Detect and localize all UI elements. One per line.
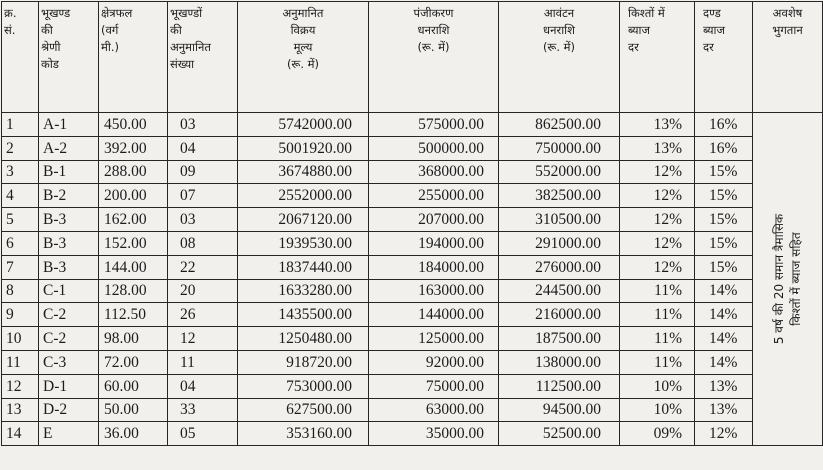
allotment-amount-cell: 112500.00 <box>499 374 620 398</box>
allotment-amount-cell: 187500.00 <box>499 327 620 351</box>
area-cell: 112.50 <box>99 303 168 327</box>
category-cell: E <box>39 422 99 446</box>
category-cell: C-2 <box>39 303 99 327</box>
penalty-rate-cell: 15% <box>695 231 753 255</box>
header-registration-amount <box>369 2 499 113</box>
table-row <box>2 422 823 446</box>
registration-amount-cell: 207000.00 <box>369 208 499 232</box>
category-cell: C-1 <box>39 279 99 303</box>
estimated-price-cell: 1939530.00 <box>238 231 369 255</box>
penalty-rate-cell: 12% <box>695 422 753 446</box>
installment-rate-cell: 12% <box>620 184 695 208</box>
header-line: विक्रय <box>290 23 316 37</box>
serial-no-cell: 9 <box>2 303 39 327</box>
header-line: क्षेत्रफल <box>101 6 133 20</box>
serial-no-cell: 14 <box>2 422 39 446</box>
header-line: पंजीकरण <box>413 6 454 20</box>
category-cell: C-2 <box>39 327 99 351</box>
plot-count-cell: 04 <box>168 136 238 160</box>
plot-count-cell: 26 <box>168 303 238 327</box>
header-line: किश्तों में <box>628 6 665 20</box>
serial-no-cell: 6 <box>2 231 39 255</box>
estimated-price-cell: 2067120.00 <box>238 208 369 232</box>
installment-rate-cell: 12% <box>620 160 695 184</box>
installment-rate-cell: 13% <box>620 136 695 160</box>
allotment-amount-cell: 52500.00 <box>499 422 620 446</box>
plot-count-cell: 09 <box>168 160 238 184</box>
area-cell: 50.00 <box>99 398 168 422</box>
installment-rate-cell: 10% <box>620 374 695 398</box>
estimated-price-cell: 1837440.00 <box>238 255 369 279</box>
installment-rate-cell: 12% <box>620 208 695 232</box>
serial-no-cell: 2 <box>2 136 39 160</box>
serial-no-cell: 5 <box>2 208 39 232</box>
area-cell: 152.00 <box>99 231 168 255</box>
category-cell: D-2 <box>39 398 99 422</box>
header-line: भूखण्ड <box>41 6 71 20</box>
table-row <box>2 160 823 184</box>
category-cell: A-1 <box>39 113 99 137</box>
registration-amount-cell: 92000.00 <box>369 350 499 374</box>
plot-count-cell: 08 <box>168 231 238 255</box>
area-cell: 98.00 <box>99 327 168 351</box>
area-cell: 60.00 <box>99 374 168 398</box>
header-line: कोड <box>41 57 59 71</box>
penalty-rate-cell: 16% <box>695 113 753 137</box>
installment-rate-cell: 11% <box>620 303 695 327</box>
plot-schedule-table <box>1 1 823 446</box>
area-cell: 450.00 <box>99 113 168 137</box>
header-line: संख्या <box>170 57 195 71</box>
penalty-rate-cell: 14% <box>695 350 753 374</box>
header-line: दर <box>628 40 639 54</box>
table-row <box>2 184 823 208</box>
header-balance-payment <box>753 2 823 113</box>
plot-count-cell: 22 <box>168 255 238 279</box>
category-cell: B-3 <box>39 231 99 255</box>
header-line: अवशेष <box>772 6 803 20</box>
header-installment-interest <box>620 2 695 113</box>
serial-no-cell: 3 <box>2 160 39 184</box>
estimated-price-cell: 918720.00 <box>238 350 369 374</box>
header-line: अनुमानित <box>282 6 324 20</box>
header-line: क्र. <box>4 6 17 20</box>
serial-no-cell: 11 <box>2 350 39 374</box>
registration-amount-cell: 255000.00 <box>369 184 499 208</box>
header-line: ब्याज <box>628 23 651 37</box>
header-line: दर <box>703 40 714 54</box>
estimated-price-cell: 753000.00 <box>238 374 369 398</box>
allotment-amount-cell: 291000.00 <box>499 231 620 255</box>
installment-rate-cell: 09% <box>620 422 695 446</box>
table-row <box>2 113 823 137</box>
registration-amount-cell: 575000.00 <box>369 113 499 137</box>
allotment-amount-cell: 276000.00 <box>499 255 620 279</box>
serial-no-cell: 8 <box>2 279 39 303</box>
table-row <box>2 231 823 255</box>
penalty-rate-cell: 14% <box>695 303 753 327</box>
table-row <box>2 327 823 351</box>
header-line: भुगतान <box>772 23 803 37</box>
header-line: (वर्ग <box>101 23 119 37</box>
table-header <box>2 2 823 113</box>
category-cell: C-3 <box>39 350 99 374</box>
estimated-price-cell: 1435500.00 <box>238 303 369 327</box>
serial-no-cell: 10 <box>2 327 39 351</box>
table-row <box>2 208 823 232</box>
plot-count-cell: 12 <box>168 327 238 351</box>
installment-rate-cell: 10% <box>620 398 695 422</box>
allotment-amount-cell: 216000.00 <box>499 303 620 327</box>
area-cell: 128.00 <box>99 279 168 303</box>
header-line: की <box>170 23 182 37</box>
penalty-rate-cell: 15% <box>695 255 753 279</box>
header-area <box>99 2 168 113</box>
installment-rate-cell: 13% <box>620 113 695 137</box>
area-cell: 200.00 <box>99 184 168 208</box>
installment-rate-cell: 11% <box>620 279 695 303</box>
table-row <box>2 255 823 279</box>
balance-payment-note <box>771 114 805 444</box>
allotment-amount-cell: 310500.00 <box>499 208 620 232</box>
serial-no-cell: 1 <box>2 113 39 137</box>
plot-count-cell: 20 <box>168 279 238 303</box>
serial-no-cell: 13 <box>2 398 39 422</box>
category-cell: D-1 <box>39 374 99 398</box>
registration-amount-cell: 35000.00 <box>369 422 499 446</box>
penalty-rate-cell: 15% <box>695 160 753 184</box>
plot-count-cell: 11 <box>168 350 238 374</box>
category-cell: B-1 <box>39 160 99 184</box>
installment-rate-cell: 11% <box>620 350 695 374</box>
allotment-amount-cell: 750000.00 <box>499 136 620 160</box>
allotment-amount-cell: 138000.00 <box>499 350 620 374</box>
estimated-price-cell: 353160.00 <box>238 422 369 446</box>
penalty-rate-cell: 16% <box>695 136 753 160</box>
allotment-amount-cell: 862500.00 <box>499 113 620 137</box>
header-line: दण्ड <box>703 6 721 20</box>
header-plot-count <box>168 2 238 113</box>
balance-note-line: किश्तों में ब्याज सहित <box>788 232 803 326</box>
estimated-price-cell: 3674880.00 <box>238 160 369 184</box>
area-cell: 36.00 <box>99 422 168 446</box>
balance-payment-cell <box>753 113 823 446</box>
header-line: धनराशि <box>417 23 450 37</box>
estimated-price-cell: 5742000.00 <box>238 113 369 137</box>
area-cell: 144.00 <box>99 255 168 279</box>
estimated-price-cell: 1633280.00 <box>238 279 369 303</box>
serial-no-cell: 12 <box>2 374 39 398</box>
area-cell: 162.00 <box>99 208 168 232</box>
registration-amount-cell: 144000.00 <box>369 303 499 327</box>
installment-rate-cell: 12% <box>620 255 695 279</box>
category-cell: B-3 <box>39 255 99 279</box>
header-line: भूखण्डों <box>170 6 203 20</box>
header-line: अनुमानित <box>170 40 211 54</box>
installment-rate-cell: 12% <box>620 231 695 255</box>
balance-note-line: 5 वर्ष की 20 समान त्रैमासिक <box>771 213 786 345</box>
plot-count-cell: 03 <box>168 208 238 232</box>
estimated-price-cell: 5001920.00 <box>238 136 369 160</box>
penalty-rate-cell: 15% <box>695 184 753 208</box>
penalty-rate-cell: 14% <box>695 279 753 303</box>
table-body <box>2 113 823 446</box>
plot-count-cell: 05 <box>168 422 238 446</box>
plot-count-cell: 33 <box>168 398 238 422</box>
header-serial-no <box>2 2 39 113</box>
serial-no-cell: 7 <box>2 255 39 279</box>
category-cell: B-3 <box>39 208 99 232</box>
area-cell: 288.00 <box>99 160 168 184</box>
table-row <box>2 279 823 303</box>
allotment-amount-cell: 94500.00 <box>499 398 620 422</box>
header-line: मूल्य <box>293 40 313 54</box>
serial-no-cell: 4 <box>2 184 39 208</box>
registration-amount-cell: 194000.00 <box>369 231 499 255</box>
registration-amount-cell: 368000.00 <box>369 160 499 184</box>
header-line: (रू. में) <box>417 40 450 54</box>
registration-amount-cell: 63000.00 <box>369 398 499 422</box>
area-cell: 392.00 <box>99 136 168 160</box>
allotment-amount-cell: 244500.00 <box>499 279 620 303</box>
penalty-rate-cell: 15% <box>695 208 753 232</box>
estimated-price-cell: 2552000.00 <box>238 184 369 208</box>
header-plot-category <box>39 2 99 113</box>
header-line: धनराशि <box>543 23 575 37</box>
allotment-amount-cell: 552000.00 <box>499 160 620 184</box>
category-cell: A-2 <box>39 136 99 160</box>
table-row <box>2 374 823 398</box>
penalty-rate-cell: 13% <box>695 398 753 422</box>
registration-amount-cell: 75000.00 <box>369 374 499 398</box>
table-row <box>2 398 823 422</box>
table-row <box>2 350 823 374</box>
installment-rate-cell: 11% <box>620 327 695 351</box>
header-line: मी.) <box>101 40 119 54</box>
plot-count-cell: 03 <box>168 113 238 137</box>
table-row <box>2 303 823 327</box>
estimated-price-cell: 627500.00 <box>238 398 369 422</box>
header-penalty-interest <box>695 2 753 113</box>
registration-amount-cell: 125000.00 <box>369 327 499 351</box>
registration-amount-cell: 500000.00 <box>369 136 499 160</box>
header-line: श्रेणी <box>41 40 61 54</box>
registration-amount-cell: 184000.00 <box>369 255 499 279</box>
registration-amount-cell: 163000.00 <box>369 279 499 303</box>
header-line: की <box>41 23 53 37</box>
header-estimated-price <box>238 2 369 113</box>
plot-count-cell: 04 <box>168 374 238 398</box>
penalty-rate-cell: 14% <box>695 327 753 351</box>
penalty-rate-cell: 13% <box>695 374 753 398</box>
header-line: (रू. में) <box>542 40 576 54</box>
header-line: ब्याज <box>703 23 726 37</box>
area-cell: 72.00 <box>99 350 168 374</box>
header-line: (रू. में) <box>286 57 320 71</box>
header-allotment-amount <box>499 2 620 113</box>
header-line: आवंटन <box>543 6 575 20</box>
table-row <box>2 136 823 160</box>
allotment-amount-cell: 382500.00 <box>499 184 620 208</box>
estimated-price-cell: 1250480.00 <box>238 327 369 351</box>
plot-count-cell: 07 <box>168 184 238 208</box>
category-cell: B-2 <box>39 184 99 208</box>
header-line: सं. <box>4 23 16 37</box>
